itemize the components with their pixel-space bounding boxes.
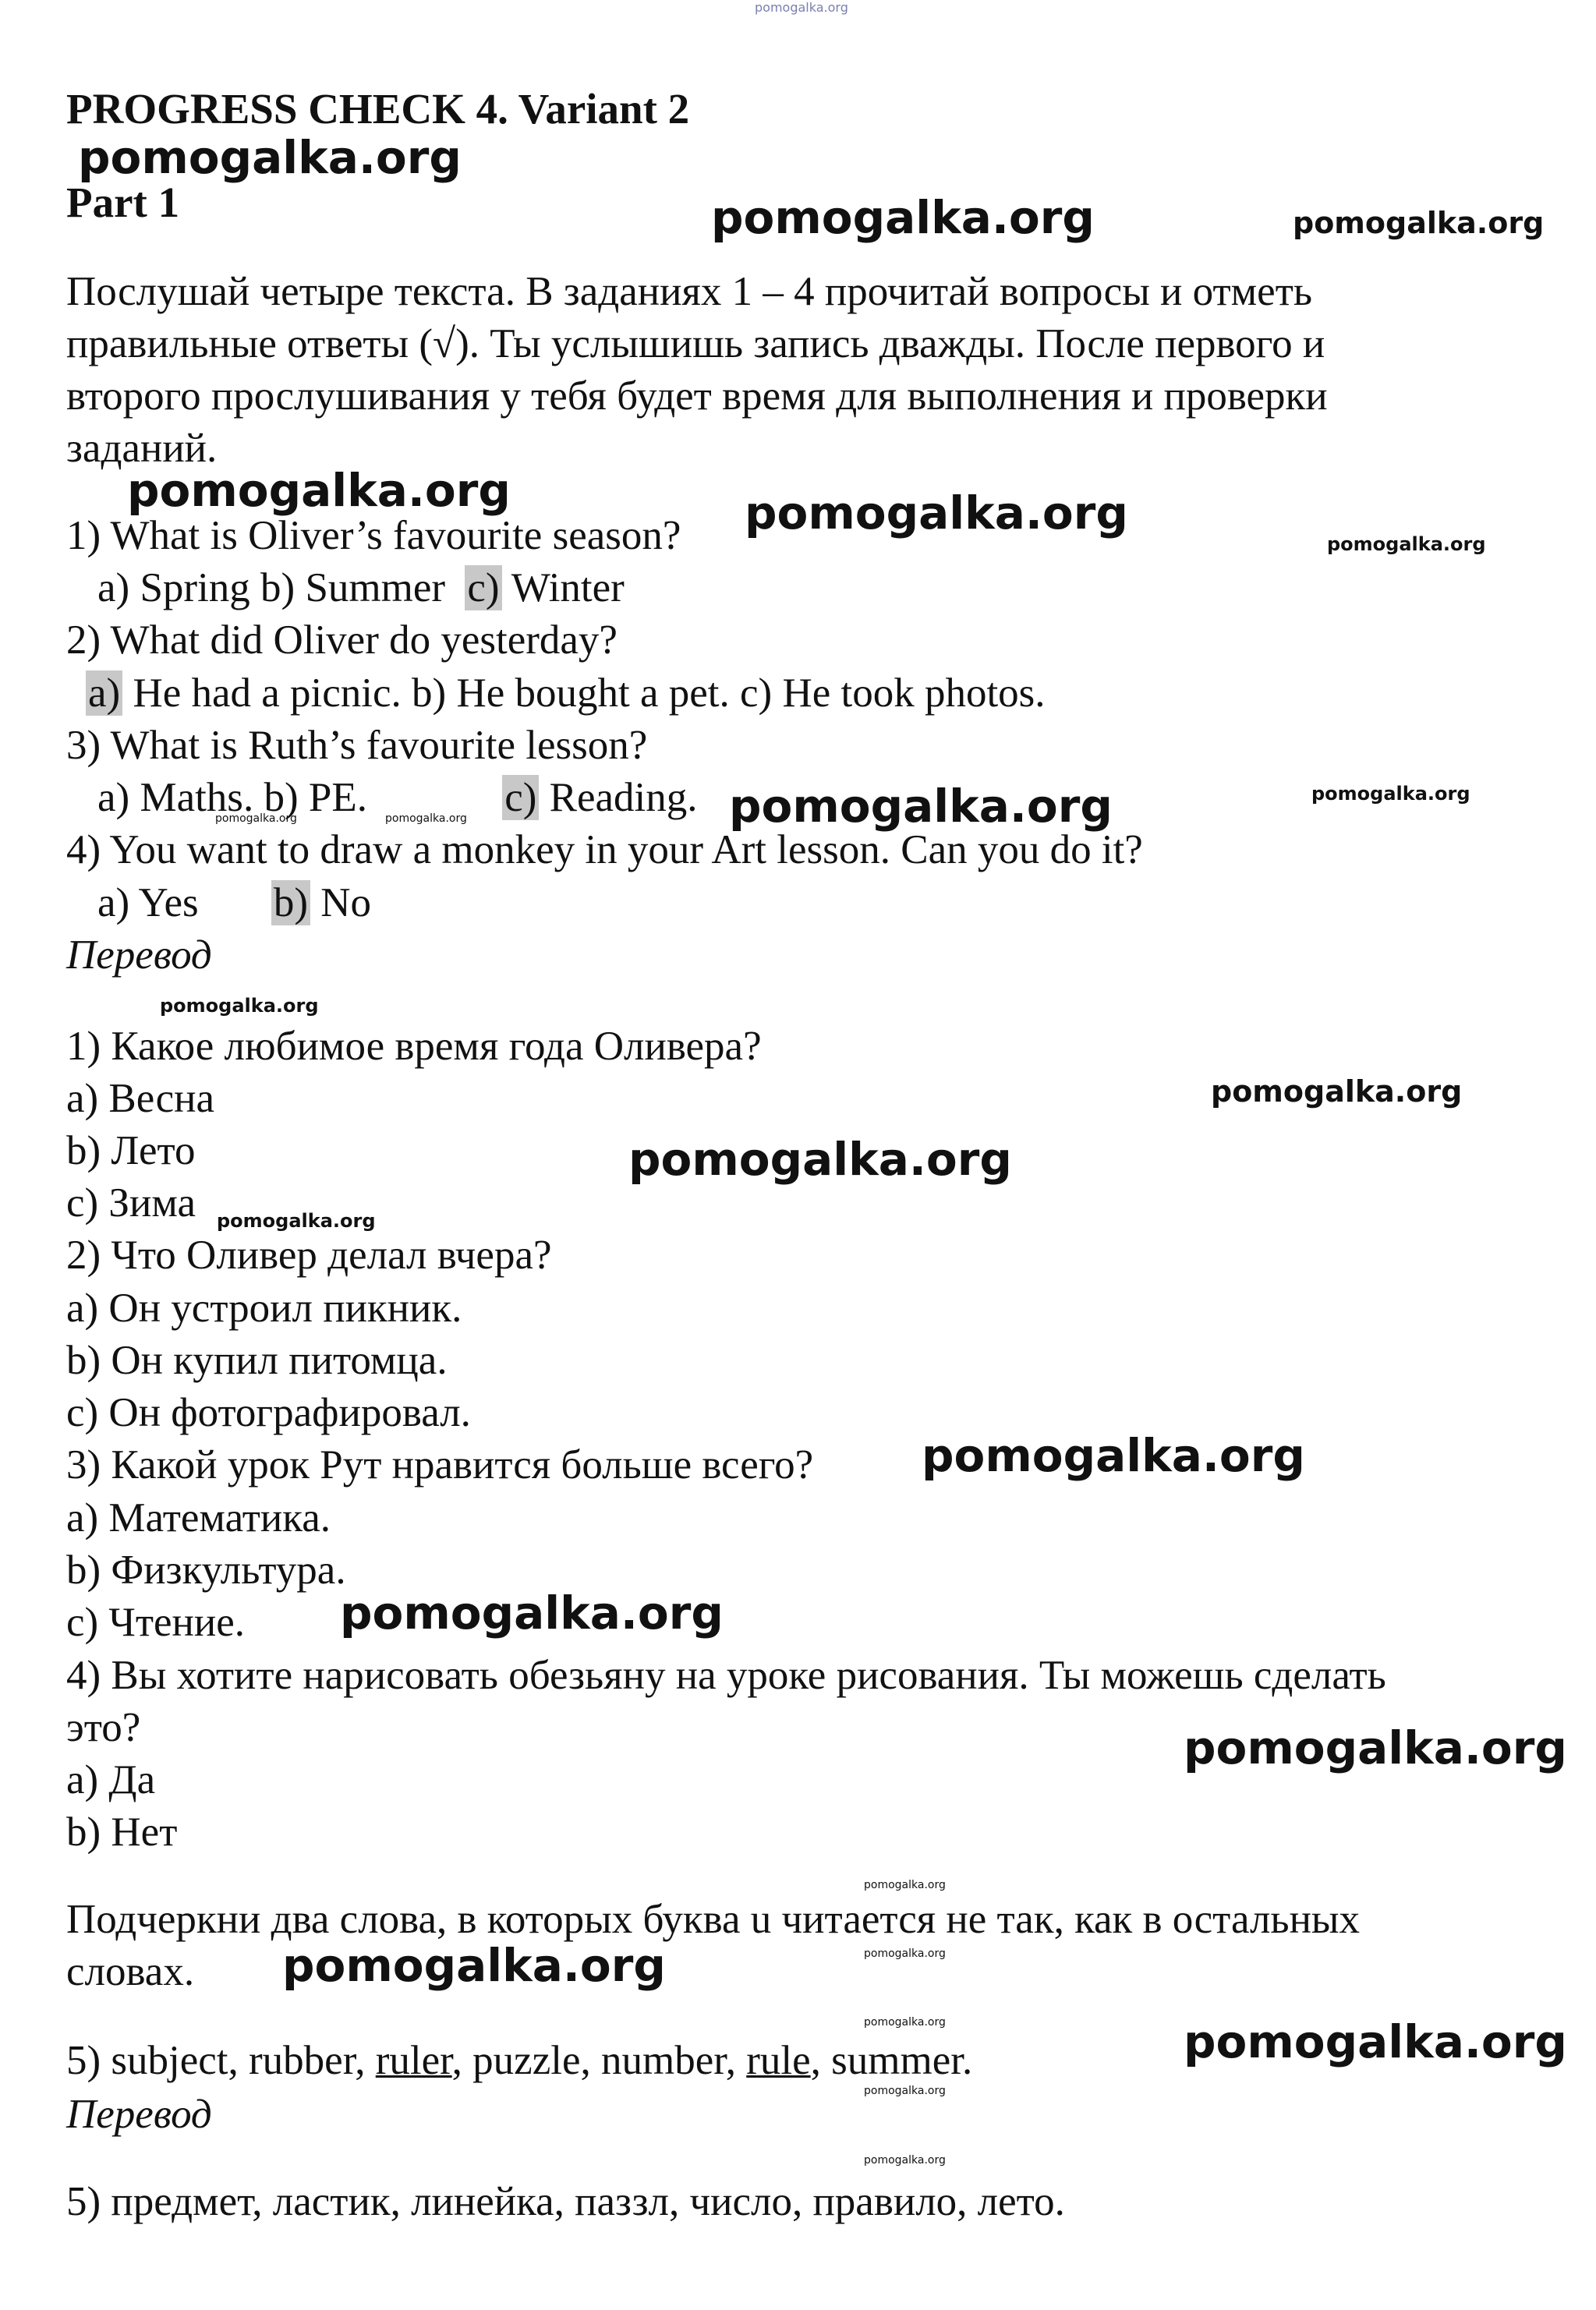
selected-answer-highlight: b): [271, 880, 310, 925]
option-letter: a): [97, 775, 130, 820]
watermark: pomogalka.org: [340, 1587, 724, 1640]
watermark: pomogalka.org: [1327, 533, 1486, 555]
watermark: pomogalka.org: [864, 2085, 946, 2097]
watermark: pomogalka.org: [729, 780, 1113, 833]
option-text: Maths.: [129, 775, 254, 820]
watermark: pomogalka.org: [385, 812, 467, 825]
translation-line: a) Да: [66, 1757, 156, 1802]
translation-line: a) Математика.: [66, 1495, 331, 1541]
question-4: 4) You want to draw a monkey in your Art lesson. Can you do it?: [66, 827, 1143, 872]
translation-line: 3) Какой урок Рут нравится больше всего?: [66, 1442, 814, 1488]
option-letter: b): [260, 565, 295, 610]
instructions-line: Послушай четыре текста. В заданиях 1 – 4 прочитай вопросы и отметь: [66, 269, 1313, 314]
answer-options-3: [97, 773, 698, 822]
option-text: Yes: [129, 880, 199, 925]
watermark: pomogalka.org: [1184, 1721, 1567, 1774]
option-text: He had a picnic.: [122, 670, 402, 716]
question-3: 3) What is Ruth’s favourite lesson?: [66, 723, 648, 768]
question-5-translation: 5) предмет, ластик, линейка, паззл, число, правило, лето.: [66, 2179, 1065, 2224]
translation-line: это?: [66, 1705, 141, 1750]
option-letter: c): [740, 670, 773, 716]
watermark: pomogalka.org: [78, 131, 462, 184]
option-text: Summer: [295, 565, 446, 610]
translation-line: b) Он купил питомца.: [66, 1338, 448, 1383]
question-5-text: , puzzle, number,: [451, 2038, 747, 2083]
translation-line: c) Чтение.: [66, 1600, 246, 1645]
option-text: No: [310, 880, 372, 925]
watermark: pomogalka.org: [127, 464, 511, 517]
question-1: 1) What is Oliver’s favourite season?: [66, 513, 681, 558]
watermark: pomogalka.org: [864, 2016, 946, 2029]
option-text: Reading.: [539, 775, 698, 820]
watermark: pomogalka.org: [1293, 206, 1545, 240]
instructions-line: заданий.: [66, 426, 218, 471]
translation-label: Перевод: [66, 932, 212, 978]
option-text: He bought a pet.: [446, 670, 730, 716]
translation-line: a) Весна: [66, 1076, 215, 1121]
option-letter: a): [97, 565, 130, 610]
question-5-text: , summer.: [810, 2038, 973, 2083]
translation-line: b) Лето: [66, 1128, 196, 1173]
answer-options-1: [97, 563, 625, 613]
selected-answer-highlight: c): [502, 775, 539, 820]
option-letter: b): [264, 775, 299, 820]
watermark: pomogalka.org: [755, 0, 848, 15]
question-5-text: 5) subject, rubber,: [66, 2038, 376, 2083]
watermark: pomogalka.org: [160, 995, 319, 1017]
watermark: pomogalka.org: [628, 1133, 1012, 1186]
instructions-line: словах.: [66, 1949, 195, 1994]
watermark: pomogalka.org: [711, 191, 1095, 244]
watermark: pomogalka.org: [1211, 1074, 1463, 1109]
option-text: PE.: [298, 775, 367, 820]
translation-label: Перевод: [66, 2092, 212, 2137]
instructions-line: Подчеркни два слова, в которых буква u читается не так, как в остальных: [66, 1897, 1361, 1942]
translation-line: 4) Вы хотите нарисовать обезьяну на уроке рисования. Ты можешь сделать: [66, 1653, 1386, 1698]
watermark: pomogalka.org: [215, 812, 297, 825]
watermark: pomogalka.org: [1311, 783, 1470, 805]
option-letter: b): [412, 670, 447, 716]
watermark: pomogalka.org: [864, 1879, 946, 1891]
selected-answer-highlight: c): [465, 565, 501, 610]
watermark: pomogalka.org: [282, 1939, 666, 1992]
underlined-word: ruler: [375, 2038, 452, 2083]
translation-line: 2) Что Оливер делал вчера?: [66, 1233, 552, 1278]
watermark: pomogalka.org: [864, 1947, 946, 1960]
underlined-word: rule: [746, 2038, 811, 2083]
part-heading: Part 1: [66, 179, 180, 226]
watermark: pomogalka.org: [745, 486, 1128, 539]
option-letter: a): [97, 880, 130, 925]
translation-line: 1) Какое любимое время года Оливера?: [66, 1024, 762, 1069]
watermark: pomogalka.org: [922, 1429, 1305, 1482]
instructions-line: правильные ответы (√). Ты услышишь запись дважды. После первого и: [66, 321, 1325, 366]
option-text: He took photos.: [772, 670, 1046, 716]
selected-answer-highlight: a): [86, 670, 122, 716]
translation-line: a) Он устроил пикник.: [66, 1286, 462, 1331]
page-title: PROGRESS CHECK 4. Variant 2: [66, 85, 690, 133]
watermark: pomogalka.org: [217, 1210, 376, 1232]
question-2: 2) What did Oliver do yesterday?: [66, 617, 618, 663]
watermark: pomogalka.org: [864, 2154, 946, 2167]
option-text: Spring: [129, 565, 250, 610]
translation-line: c) Зима: [66, 1180, 196, 1226]
question-5: [66, 2036, 972, 2085]
answer-options-4: [97, 878, 371, 928]
answer-options-2: [86, 668, 1046, 718]
watermark: pomogalka.org: [1184, 2015, 1567, 2068]
translation-line: c) Он фотографировал.: [66, 1390, 471, 1435]
translation-line: b) Физкультура.: [66, 1548, 346, 1593]
option-text: Winter: [501, 565, 625, 610]
instructions-line: второго прослушивания у тебя будет время для выполнения и проверки: [66, 373, 1328, 419]
translation-line: b) Нет: [66, 1809, 178, 1855]
